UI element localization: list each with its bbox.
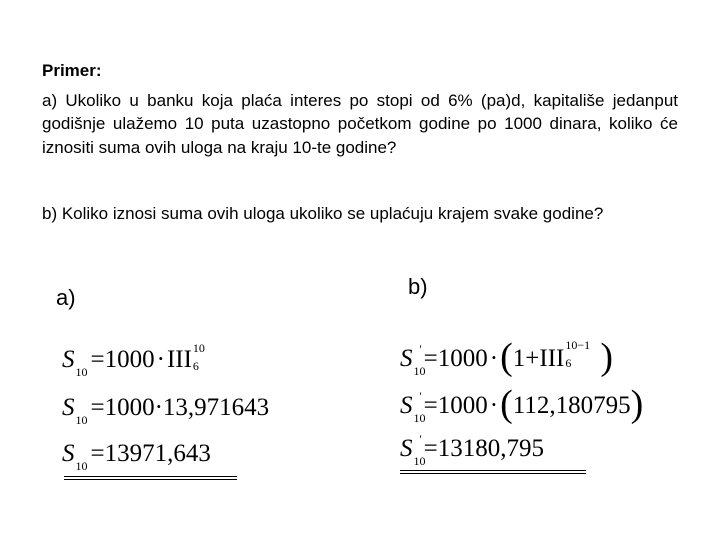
part-a-equation-2 (62, 393, 271, 426)
sum-index: 10 (75, 459, 88, 473)
sum-symbol: S (400, 392, 413, 419)
equation-lhs-value: =1000 (423, 392, 488, 419)
sum-symbol: S (62, 346, 75, 373)
sum-index: 10 (75, 365, 88, 379)
table-factor: III (166, 346, 192, 373)
sum-symbol: S (400, 345, 413, 372)
sum-symbol: S (62, 440, 75, 467)
sum-index: 10 (75, 413, 88, 427)
equation-lhs-value: =1000 (423, 345, 488, 372)
sum-symbol: S (62, 394, 75, 421)
sum-index: 10 (413, 454, 426, 468)
equation-expression: =1000·13,971643 (90, 394, 270, 421)
close-paren: ) (630, 383, 644, 425)
part-b-equation-2 (400, 383, 644, 425)
factor-subscript: 6 (192, 359, 199, 373)
part-a-label: a) (56, 285, 76, 310)
part-a-equation-3 (62, 439, 213, 472)
inner-expression: 1+III (512, 345, 565, 372)
sum-symbol: S (400, 435, 413, 462)
prime-mark: ' (419, 342, 422, 356)
equation-lhs-value: =1000 (90, 346, 155, 373)
equation-result: =13180,795 (423, 435, 545, 462)
factor-superscript: 10−1 (565, 338, 591, 352)
multiply-dot: · (489, 345, 499, 372)
prime-mark: ' (419, 389, 422, 403)
question-a-text: a) Ukoliko u banku koja plaća interes po stopi od 6% (pa)d, kapitališe jedanput godišnje ulažemo 10 puta uzastopno početkom godine po 1000 dinara, koliko će iznositi suma ovih uloga na kraju 10-te godine? (42, 91, 678, 157)
prime-mark: ' (419, 432, 422, 446)
part-b-equation-1 (400, 336, 613, 378)
example-heading: Primer: (42, 61, 102, 80)
factor-subscript: 6 (565, 356, 572, 370)
open-paren: ( (500, 383, 513, 425)
multiply-dot: · (489, 392, 499, 419)
part-b-equation-3 (400, 434, 546, 467)
part-a-equation-1 (62, 341, 222, 379)
equation-result: =13971,643 (90, 440, 211, 467)
result-underline-b (400, 470, 586, 474)
factor-superscript: 10 (192, 341, 205, 355)
result-underline-a (64, 476, 237, 480)
sum-index: 10 (413, 411, 426, 425)
question-b-text: b) Koliko iznosi suma ovih uloga ukoliko se uplaćuju krajem svake godine? (42, 204, 604, 223)
open-paren: ( (500, 336, 513, 378)
multiply-dot: · (156, 346, 165, 373)
part-b-label: b) (408, 274, 428, 299)
sum-index: 10 (413, 364, 426, 378)
inner-expression: 112,180795 (512, 392, 631, 419)
close-paren: ) (600, 336, 613, 378)
